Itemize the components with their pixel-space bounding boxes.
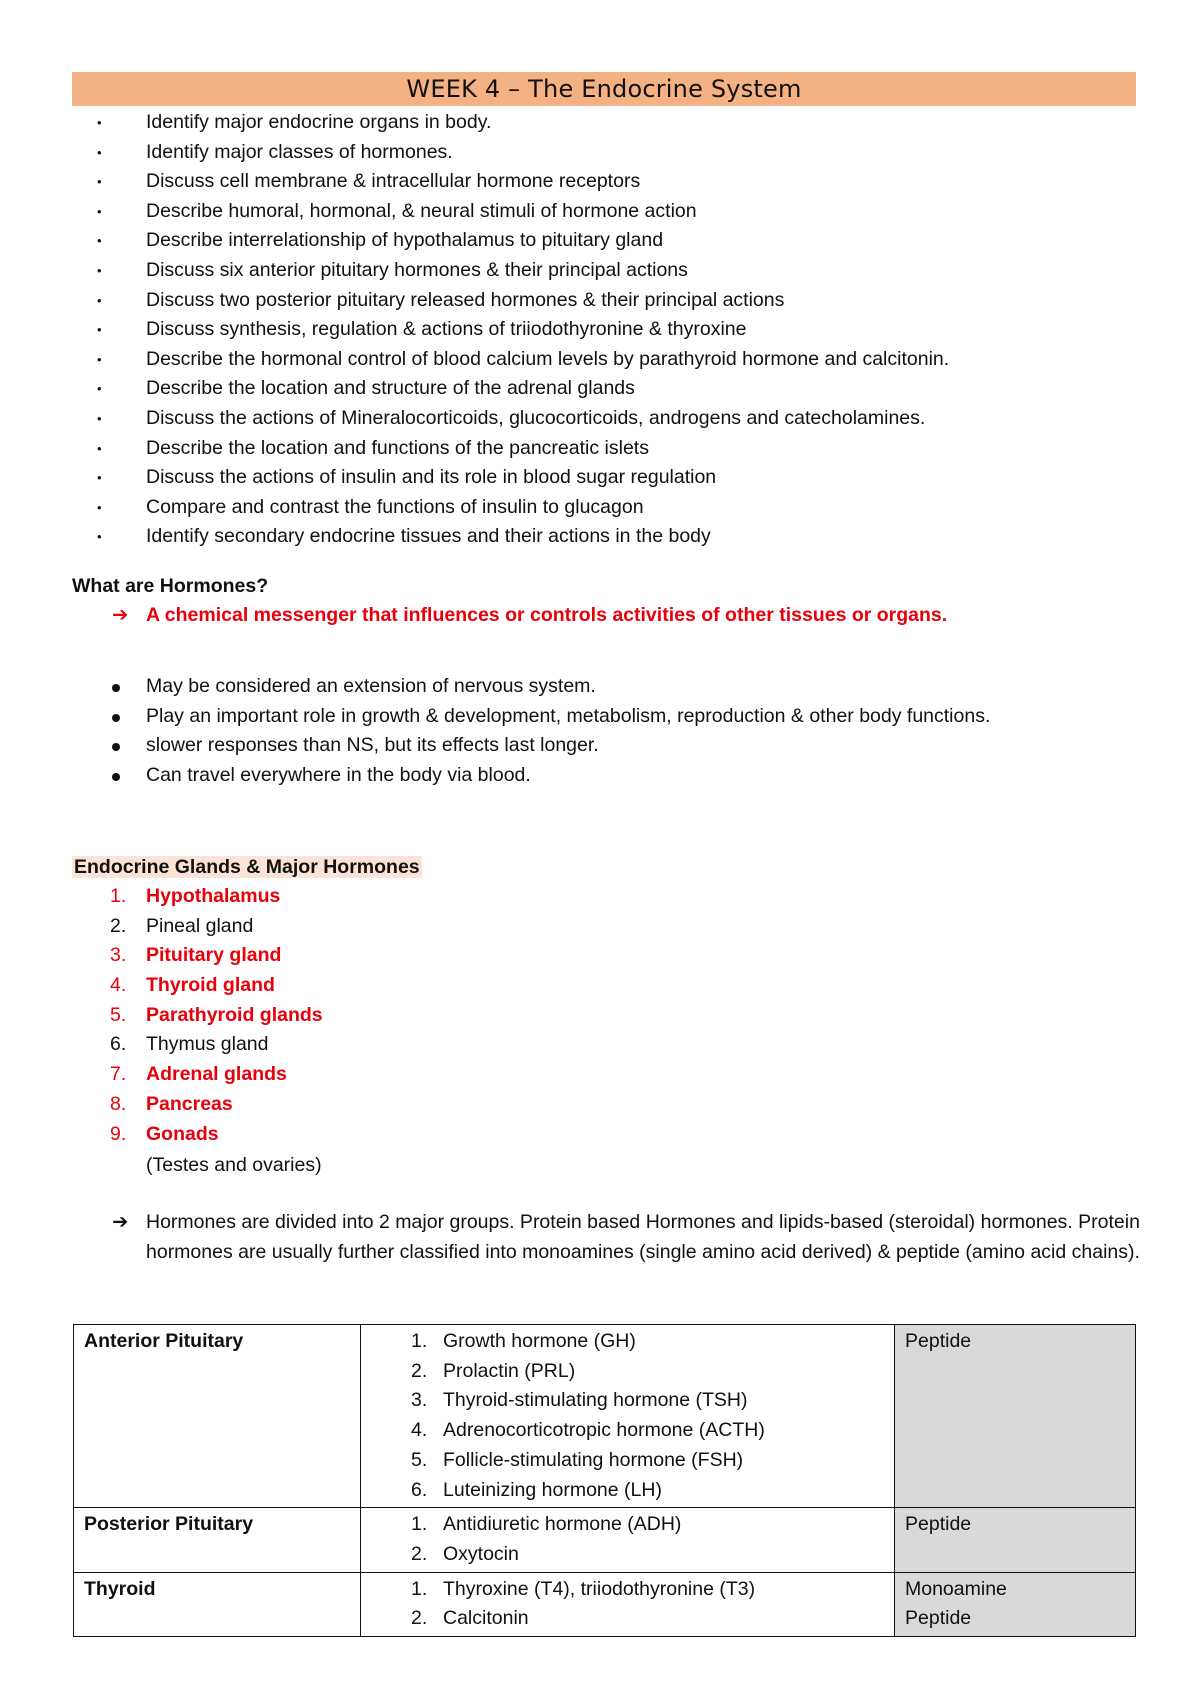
gland-number: 8. [110, 1092, 127, 1115]
gland-item [72, 971, 323, 1001]
objective-item [72, 197, 949, 227]
hormone-name: Adrenocorticotropic hormone (ACTH) [443, 1419, 765, 1442]
gland-number: 9. [110, 1122, 127, 1145]
hormone-number: 3. [411, 1389, 428, 1412]
bullet-icon: • [97, 115, 102, 130]
bullet-icon: • [97, 410, 102, 426]
gland-cell [74, 1572, 361, 1636]
bullet-icon [112, 743, 120, 751]
hormone-point-item [72, 672, 1112, 702]
hormone-groups-note: ➔ Hormones are divided into 2 major groups. Protein based Hormones and lipids-based (steroidal) hormones. Protein hormones are usually further classified into monoamines (single amino acid derived) & peptide (amino acid chains). [72, 1208, 1182, 1267]
gland-name: Adrenal glands [146, 1063, 287, 1086]
hormone-type-cell [895, 1572, 1136, 1636]
hormone-number: 2. [411, 1542, 428, 1565]
objective-item [72, 108, 949, 138]
hormone-item [371, 1510, 884, 1540]
gland-name: Hypothalamus [146, 885, 281, 907]
bullet-icon [112, 684, 120, 692]
hormone-number: 1. [411, 1577, 428, 1600]
hormone-item [371, 1416, 884, 1446]
objective-text: Discuss the actions of Mineralocorticoids, glucocorticoids, androgens and catecholamines. [146, 406, 926, 429]
gland-item [72, 912, 323, 942]
bullet-icon: • [97, 440, 102, 456]
table-row [74, 1325, 1136, 1508]
gland-number: 7. [110, 1063, 127, 1086]
hormone-type-cell [895, 1325, 1136, 1508]
gland-number: 4. [110, 974, 127, 997]
hormone-number: 1. [411, 1513, 428, 1536]
gland-number: 3. [110, 944, 127, 967]
hormone-list [371, 1327, 884, 1505]
objective-text: Describe humoral, hormonal, & neural stimuli of hormone action [146, 199, 697, 222]
hormone-list [371, 1575, 884, 1634]
hormone-point-item [72, 761, 1112, 791]
bullet-icon: • [97, 351, 102, 367]
hormone-name: Growth hormone (GH) [443, 1330, 636, 1352]
table-row [74, 1508, 1136, 1572]
objective-item [72, 374, 949, 404]
bullet-icon: • [97, 322, 102, 338]
hormones-cell [361, 1572, 895, 1636]
page-title: WEEK 4 – The Endocrine System [72, 72, 1136, 106]
hormone-item [371, 1357, 884, 1387]
objective-text: Identify major endocrine organs in body. [146, 111, 492, 133]
objective-text: Discuss two posterior pituitary released hormones & their principal actions [146, 288, 785, 311]
bullet-icon: • [97, 203, 102, 219]
objective-text: Discuss synthesis, regulation & actions of triiodothyronine & thyroxine [146, 318, 747, 341]
hormone-point-item [72, 731, 1112, 761]
objective-item [72, 404, 949, 434]
bullet-icon: • [97, 499, 102, 515]
bullet-icon: • [97, 470, 102, 486]
hormone-type: Peptide [905, 1607, 972, 1630]
gland-number: 1. [110, 885, 127, 907]
objective-item [72, 226, 949, 256]
hormone-type: Monoamine [905, 1577, 1007, 1600]
hormone-type-cell [895, 1508, 1136, 1572]
gland-cell [74, 1325, 361, 1508]
gland-name: Pituitary gland [146, 944, 282, 967]
hormone-number: 2. [411, 1607, 428, 1630]
gland-label: Thyroid [84, 1577, 156, 1600]
gland-number: 6. [110, 1033, 127, 1056]
hormone-point-text: slower responses than NS, but its effects last longer. [146, 734, 599, 757]
hormone-number: 5. [411, 1448, 428, 1471]
hormone-number: 2. [411, 1359, 428, 1382]
hormone-points-list [72, 672, 1112, 791]
hormone-name: Follicle-stimulating hormone (FSH) [443, 1448, 744, 1471]
objective-item [72, 493, 949, 523]
hormone-number: 4. [411, 1419, 428, 1442]
hormone-classification-table [73, 1324, 1136, 1637]
gland-label: Posterior Pituitary [84, 1513, 254, 1536]
hormone-point-item [72, 702, 1112, 732]
objective-text: Discuss cell membrane & intracellular hormone receptors [146, 170, 641, 193]
learning-objectives-list [72, 108, 949, 552]
objective-item [72, 167, 949, 197]
hormone-name: Thyroid-stimulating hormone (TSH) [443, 1389, 748, 1412]
hormone-definition: ➔ A chemical messenger that influences or controls activities of other tissues or organs. [72, 601, 1172, 631]
hormone-name: Calcitonin [443, 1607, 529, 1630]
hormone-list [371, 1510, 884, 1569]
hormone-type: Peptide [905, 1330, 972, 1352]
hormone-name: Oxytocin [443, 1542, 519, 1565]
section-heading-endocrine-glands: Endocrine Glands & Major Hormones [74, 856, 420, 878]
bullet-icon [112, 773, 120, 781]
hormones-cell [361, 1325, 895, 1508]
hormone-name: Prolactin (PRL) [443, 1359, 576, 1382]
gland-name: Thymus gland [146, 1033, 269, 1056]
gonads-note: (Testes and ovaries) [146, 1154, 322, 1176]
right-arrow-icon: ➔ [112, 1211, 129, 1233]
right-arrow-icon: ➔ [112, 604, 129, 626]
bullet-icon: • [97, 292, 102, 308]
hormones-cell [361, 1508, 895, 1572]
gland-item [72, 1090, 323, 1120]
objective-text: Discuss six anterior pituitary hormones & their principal actions [146, 258, 688, 281]
gland-name: Pineal gland [146, 914, 254, 937]
bullet-icon [112, 714, 120, 722]
gland-name: Gonads [146, 1122, 219, 1145]
hormone-point-text: May be considered an extension of nervous system. [146, 675, 596, 697]
gland-name: Parathyroid glands [146, 1003, 323, 1026]
gland-item [72, 941, 323, 971]
objective-item [72, 522, 949, 552]
hormone-number: 1. [411, 1330, 428, 1352]
hormone-item [371, 1327, 884, 1357]
gland-item [72, 1120, 323, 1150]
hormone-name: Thyroxine (T4), triiodothyronine (T3) [443, 1577, 756, 1600]
objective-text: Identify secondary endocrine tissues and their actions in the body [146, 525, 711, 548]
hormone-point-text: Can travel everywhere in the body via blood. [146, 764, 531, 787]
bullet-icon: • [97, 144, 102, 160]
objective-item [72, 345, 949, 375]
hormone-point-text: Play an important role in growth & development, metabolism, reproduction & other body functions. [146, 704, 991, 727]
objective-item [72, 434, 949, 464]
hormone-type: Peptide [905, 1513, 972, 1536]
objective-item [72, 256, 949, 286]
objective-item [72, 138, 949, 168]
bullet-icon: • [97, 529, 102, 545]
gland-item [72, 882, 323, 912]
gland-cell [74, 1508, 361, 1572]
bullet-icon: • [97, 381, 102, 397]
objective-text: Describe the location and structure of the adrenal glands [146, 377, 635, 400]
gland-name: Thyroid gland [146, 974, 275, 997]
objective-text: Identify major classes of hormones. [146, 140, 453, 163]
hormone-name: Luteinizing hormone (LH) [443, 1478, 662, 1501]
bullet-icon: • [97, 233, 102, 249]
objective-text: Compare and contrast the functions of insulin to glucagon [146, 495, 644, 518]
objective-item [72, 315, 949, 345]
bullet-icon: • [97, 262, 102, 278]
objective-text: Describe interrelationship of hypothalamus to pituitary gland [146, 229, 664, 252]
gland-name: Pancreas [146, 1092, 233, 1115]
gland-item [72, 1060, 323, 1090]
hormone-item [371, 1476, 884, 1506]
gland-number: 2. [110, 914, 127, 937]
hormone-item [371, 1386, 884, 1416]
hormone-item [371, 1604, 884, 1634]
bullet-icon: • [97, 174, 102, 190]
hormone-item [371, 1575, 884, 1605]
table-row [74, 1572, 1136, 1636]
objective-text: Describe the hormonal control of blood calcium levels by parathyroid hormone and calcitonin. [146, 347, 950, 370]
objective-item [72, 286, 949, 316]
hormone-name: Antidiuretic hormone (ADH) [443, 1513, 682, 1536]
hormone-number: 6. [411, 1478, 428, 1501]
gland-label: Anterior Pituitary [84, 1330, 244, 1352]
gland-number: 5. [110, 1003, 127, 1026]
objective-item [72, 463, 949, 493]
section-heading-what-are-hormones: What are Hormones? [72, 575, 269, 597]
objective-text: Describe the location and functions of the pancreatic islets [146, 436, 649, 459]
gland-item [72, 1001, 323, 1031]
hormone-item [371, 1446, 884, 1476]
endocrine-glands-list [72, 882, 323, 1149]
gland-item [72, 1030, 323, 1060]
hormone-item [371, 1540, 884, 1570]
objective-text: Discuss the actions of insulin and its role in blood sugar regulation [146, 466, 717, 489]
